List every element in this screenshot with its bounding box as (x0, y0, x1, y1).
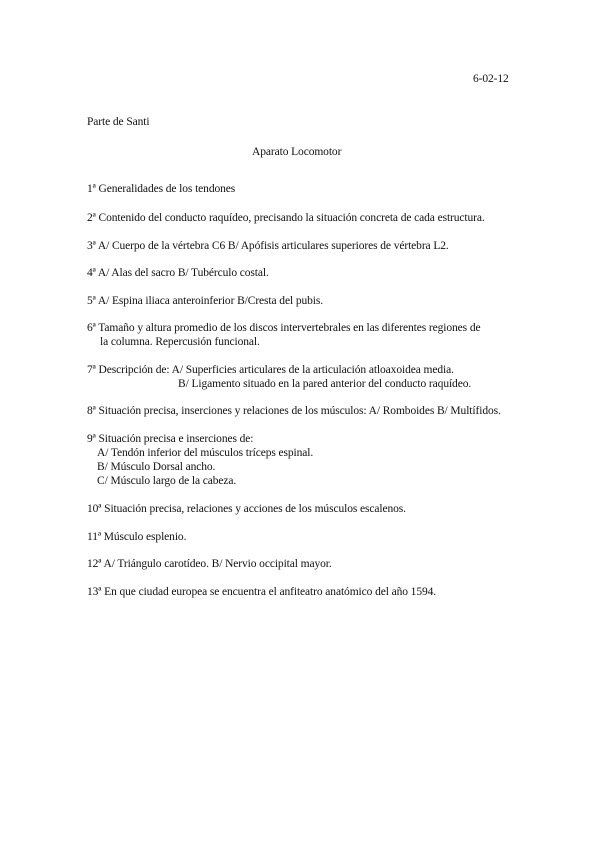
question-9-line-3: B/ Músculo Dorsal ancho. (97, 461, 216, 473)
question-6-line-1: 6ª Tamaño y altura promedio de los discos intervertebrales en las diferentes regiones de (87, 322, 481, 334)
question-9-line-4: C/ Músculo largo de la cabeza. (97, 475, 237, 487)
question-9-line-2: A/ Tendón inferior del músculos tríceps espinal. (97, 447, 314, 459)
question-3: 3ª A/ Cuerpo de la vértebra C6 B/ Apófisis articulares superiores de vértebra L2. (87, 240, 449, 252)
document-date: 6-02-12 (473, 73, 509, 85)
question-7-line-2: B/ Ligamento situado en la pared anterior del conducto raquídeo. (178, 378, 472, 390)
question-1: 1ª Generalidades de los tendones (87, 183, 236, 195)
document-title: Aparato Locomotor (252, 146, 342, 158)
question-12: 12ª A/ Triángulo carotídeo. B/ Nervio occipital mayor. (87, 558, 332, 570)
question-7-line-1: 7ª Descripción de: A/ Superficies articulares de la articulación atloaxoidea media. (87, 364, 454, 376)
question-10: 10ª Situación precisa, relaciones y acciones de los músculos escalenos. (87, 503, 406, 515)
question-5: 5ª A/ Espina iliaca anteroinferior B/Cresta del pubis. (87, 295, 324, 307)
question-4: 4ª A/ Alas del sacro B/ Tubérculo costal. (87, 267, 269, 279)
question-13: 13ª En que ciudad europea se encuentra el anfiteatro anatómico del año 1594. (87, 586, 437, 598)
author-line: Parte de Santi (87, 116, 150, 128)
question-11: 11ª Músculo esplenio. (87, 531, 187, 543)
question-9-line-1: 9ª Situación precisa e inserciones de: (87, 433, 254, 445)
question-6-line-2: la columna. Repercusión funcional. (100, 336, 260, 348)
question-8: 8ª Situación precisa, inserciones y relaciones de los músculos: A/ Romboides B/ Multífidos. (87, 405, 501, 417)
question-2: 2ª Contenido del conducto raquídeo, precisando la situación concreta de cada estructura. (87, 212, 485, 224)
